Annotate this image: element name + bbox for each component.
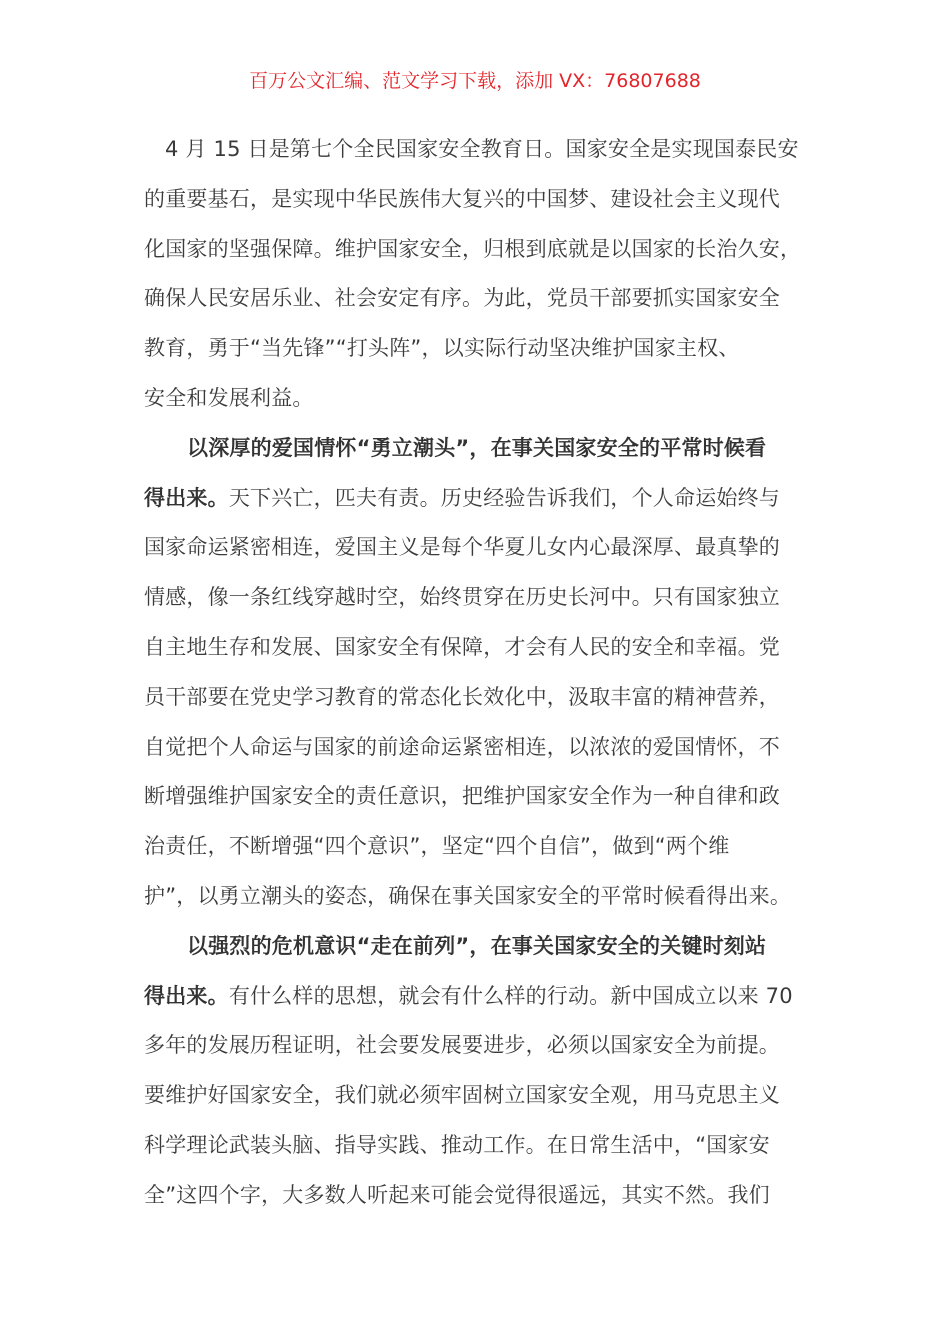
body-text: 自主地生存和发展、国家安全有保障，才会有人民的安全和幸福。党 [144,634,780,659]
body-text: 自觉把个人命运与国家的前途命运紧密相连，以浓浓的爱国情怀，不 [144,734,780,759]
text-line [144,972,814,1022]
body-text: 员干部要在党史学习教育的常态化长效化中，汲取丰富的精神营养， [144,684,780,709]
text-line [144,424,814,474]
text-line [144,1121,814,1171]
bold-heading-text: 得出来。 [144,485,229,510]
body-text: 国家命运紧密相连，爱国主义是每个华夏儿女内心最深厚、最真挚的 [144,535,780,560]
body-text: 全”这四个字，大多数人听起来可能会觉得很遥远，其实不然。我们 [144,1182,770,1207]
text-line [144,125,814,175]
body-text: 确保人民安居乐业、社会安定有序。为此，党员干部要抓实国家安全 [144,286,780,311]
text-line [144,623,814,673]
body-text: 4 月 15 日是第七个全民国家安全教育日。国家安全是实现国泰民安 [165,137,799,161]
text-line [144,474,814,524]
body-text: 的重要基石，是实现中华民族伟大复兴的中国梦、建设社会主义现代 [144,186,780,211]
text-line [144,822,814,872]
body-text: 多年的发展历程证明，社会要发展要进步，必须以国家安全为前提。 [144,1033,780,1058]
text-line [144,374,814,424]
text-line [144,1071,814,1121]
body-text: 天下兴亡，匹夫有责。历史经验告诉我们，个人命运始终与 [228,485,781,510]
text-line [144,274,814,324]
text-line [144,872,814,922]
bold-heading-text: 以深厚的爱国情怀“勇立潮头”，在事关国家安全的平常时候看 [187,435,767,460]
body-text: 有什么样的思想，就会有什么样的行动。新中国成立以来 70 [228,983,793,1008]
text-line [144,225,814,275]
body-text: 护”，以勇立潮头的姿态，确保在事关国家安全的平常时候看得出来。 [144,883,792,908]
document-body [144,125,814,1221]
watermark-header: 百万公文汇编、范文学习下载，添加 VX：76807688 [249,70,701,92]
text-line [144,1171,814,1221]
text-line [144,922,814,972]
body-text: 科学理论武装头脑、指导实践、推动工作。在日常生活中，“国家安 [144,1132,770,1157]
text-line [144,175,814,225]
body-text: 教育，勇于“当先锋”“打头阵”，以实际行动坚决维护国家主权、 [144,336,740,361]
body-text: 化国家的坚强保障。维护国家安全，归根到底就是以国家的长治久安， [144,236,802,261]
bold-heading-text: 以强烈的危机意识“走在前列”，在事关国家安全的关键时刻站 [187,933,767,958]
text-line [144,723,814,773]
body-text: 情感，像一条红线穿越时空，始终贯穿在历史长河中。只有国家独立 [144,585,780,610]
text-line [144,523,814,573]
body-text: 断增强维护国家安全的责任意识，把维护国家安全作为一种自律和政 [144,784,780,809]
text-line [144,673,814,723]
body-text: 治责任，不断增强“四个意识”，坚定“四个自信”，做到“两个维 [144,834,730,859]
text-line [144,772,814,822]
text-line [144,1021,814,1071]
body-text: 安全和发展利益。 [144,385,314,410]
text-line [144,573,814,623]
text-line [144,324,814,374]
body-text: 要维护好国家安全，我们就必须牢固树立国家安全观，用马克思主义 [144,1083,780,1108]
bold-heading-text: 得出来。 [144,983,229,1008]
